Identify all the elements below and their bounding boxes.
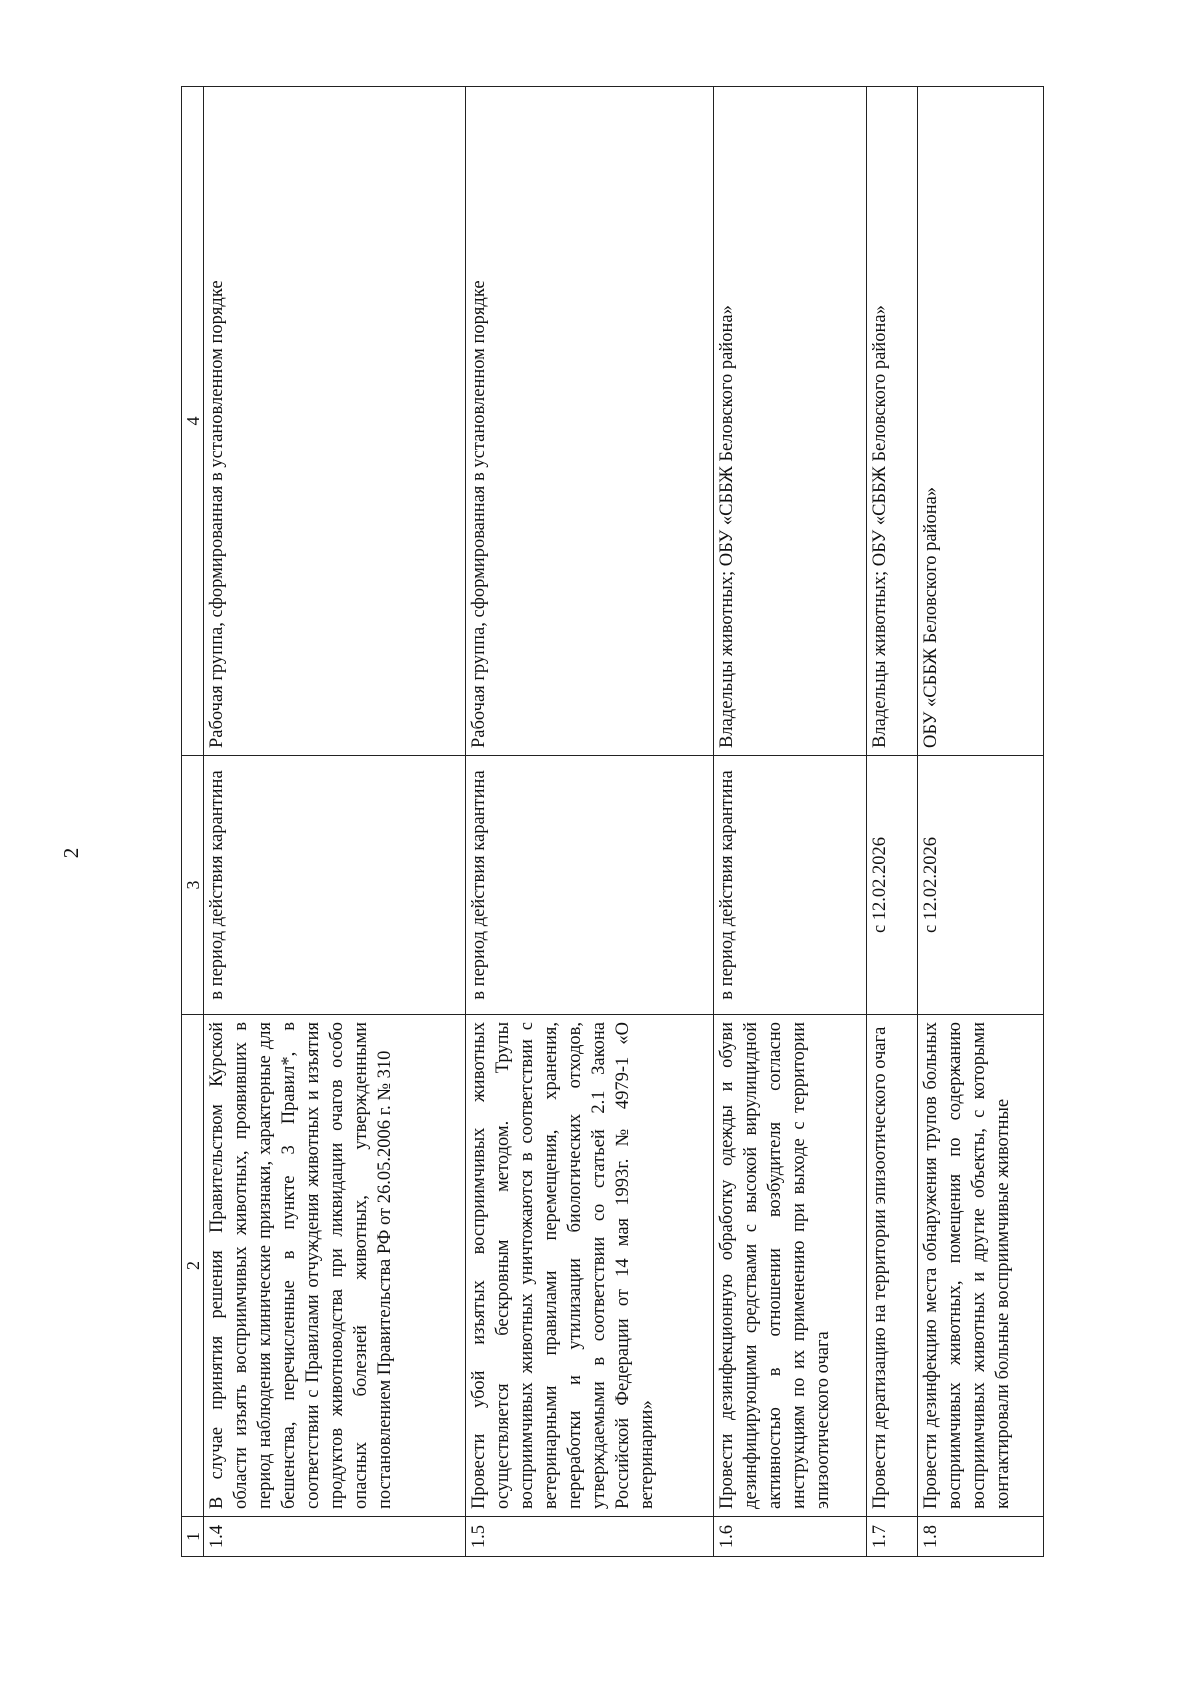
table-row: [918, 87, 1044, 1557]
row-responsible: Владельцы животных; ОБУ «СББЖ Беловского района»: [714, 87, 867, 756]
header-col-3: 3: [182, 756, 204, 1015]
measures-table: [181, 86, 1044, 1557]
row-term: с 12.02.2026: [867, 756, 918, 1015]
row-number: 1.5: [466, 1517, 714, 1557]
header-col-1: 1: [182, 1517, 204, 1557]
row-responsible: Рабочая группа, сформированная в установленном порядке: [204, 87, 466, 756]
table-row: [204, 87, 466, 1557]
row-number: 1.4: [204, 1517, 466, 1557]
table-row: [867, 87, 918, 1557]
row-number: 1.8: [918, 1517, 1044, 1557]
table-row: [466, 87, 714, 1557]
row-term: в период действия карантина: [714, 756, 867, 1015]
row-responsible: Рабочая группа, сформированная в установленном порядке: [466, 87, 714, 756]
row-term: в период действия карантина: [204, 756, 466, 1015]
row-number: 1.7: [867, 1517, 918, 1557]
row-term: в период действия карантина: [466, 756, 714, 1015]
header-col-2: 2: [182, 1015, 204, 1517]
header-col-4: 4: [182, 87, 204, 756]
row-action: Провести дезинфекционную обработку одежды и обуви дезинфицирующими средствами с высокой вирулицидной активностью в отношении возбудителя согласно инструкциям по их применению при выходе с территории эпизоотического очага: [714, 1015, 867, 1517]
page-number: 2: [58, 847, 83, 859]
row-responsible: ОБУ «СББЖ Беловского района»: [918, 87, 1044, 756]
row-action: Провести дезинфекцию места обнаружения трупов больных восприимчивых животных, помещения по содержанию восприимчивых животных и другие объекты, с которыми контактировали больные восприимчивые животные: [918, 1015, 1044, 1517]
table-row: [714, 87, 867, 1557]
table-header-row: [182, 87, 204, 1557]
row-action: В случае принятия решения Правительством Курской области изъять восприимчивых животных, проявивших в период наблюдения клинические признаки, характерные для бешенства, перечисленные в пункте 3 Правил*, в соответствии с Правилами отчуждения животных и изъятия продуктов животноводства при ликвидации очагов особо опасных болезней животных, утвержденными постановлением Правительства РФ от 26.05.2006 г. № 310: [204, 1015, 466, 1517]
row-number: 1.6: [714, 1517, 867, 1557]
row-action: Провести дератизацию на территории эпизоотического очага: [867, 1015, 918, 1517]
row-action: Провести убой изъятых восприимчивых животных осуществляется бескровным методом. Трупы восприимчивых животных уничтожаются в соответствии с ветеринарными правилами перемещения, хранения, переработки и утилизации биологических отходов, утверждаемыми в соответствии со статьей 2.1 Закона Российской Федерации от 14 мая 1993г. № 4979-1 «О ветеринарии»: [466, 1015, 714, 1517]
row-term: с 12.02.2026: [918, 756, 1044, 1015]
rotated-table-container: [181, 87, 1043, 1557]
row-responsible: Владельцы животных; ОБУ «СББЖ Беловского района»: [867, 87, 918, 756]
